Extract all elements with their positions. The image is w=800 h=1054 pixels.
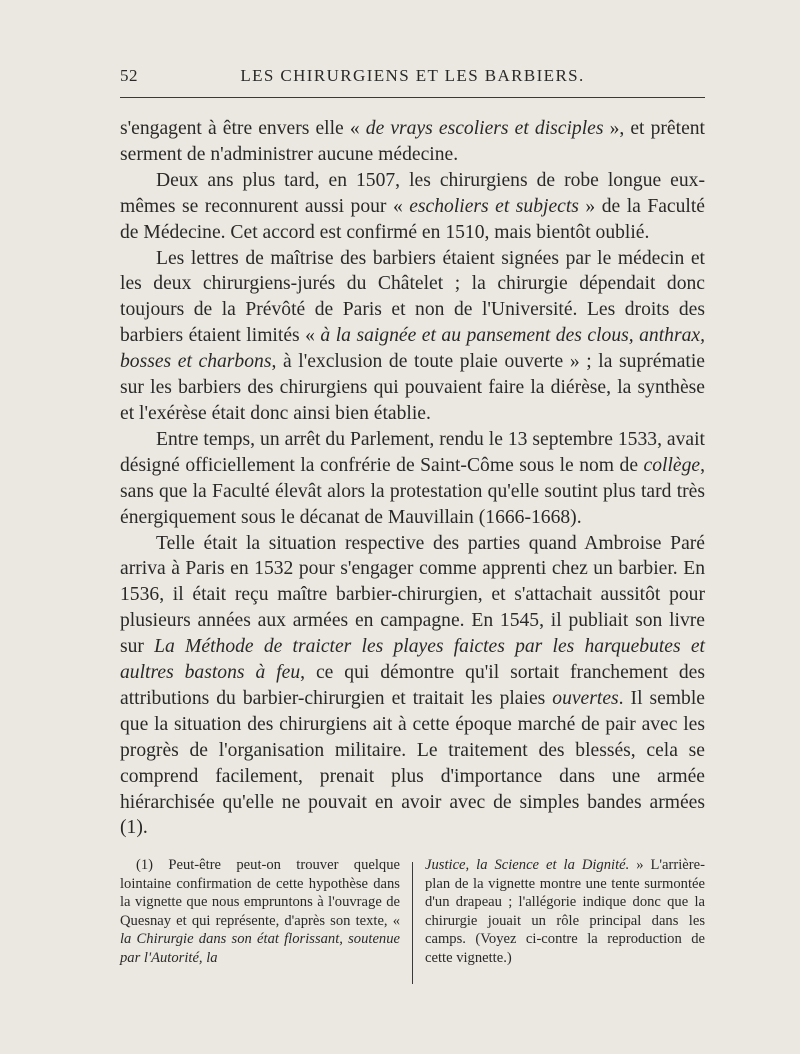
page-number: 52 (120, 66, 138, 85)
text-run: , sans que la Faculté élevât alors la protestation qu'elle soutint plus tard très énergiquement sous le décanat de Mauvillain (1666-1668). (120, 454, 705, 528)
paragraph-3 (120, 246, 705, 427)
footnote-left-column (120, 856, 400, 968)
page-header (120, 60, 705, 92)
text-run: , à l'exclusion de toute plaie ouverte » ; la suprématie sur les barbiers des chirurgiens qui pouvaient faire la diérèse, la synthèse et l'exérèse était donc ainsi bien établie. (120, 351, 705, 424)
text-run: Les lettres de maîtrise des barbiers étaient signées par le médecin et les deux chirurgiens-jurés du Châtelet ; la chirurgie dépendait donc toujours de la Prévôté de Paris et non de l'Université. Les droits des barbiers étaient limités « (120, 247, 705, 347)
italic-run: de vrays escoliers et disciples (365, 118, 604, 139)
footnote-right-column (425, 856, 705, 968)
footnote-1-continued (425, 856, 705, 968)
text-run: » de la Faculté de Médecine. Cet accord est confirmé en 1510, mais bientôt oublié. (120, 195, 705, 243)
text-run: Deux ans plus tard, en 1507, les chirurgiens de robe longue eux-mêmes se reconnurent aussi pour « (120, 169, 705, 217)
text-run: (1) Peut-être peut-on trouver quelque lointaine confirmation de cette hypothèse dans la vignette que nous empruntons à l'ouvrage de Quesnay et qui représente, d'après son texte, « (120, 857, 400, 929)
italic-run: La Méthode de traicter les playes faictes par les harquebutes et aultres bastons à feu (120, 636, 705, 684)
italic-run: Justice, la Science et la Dignité. (425, 857, 630, 873)
paragraph-1 (120, 116, 705, 168)
paragraph-4 (120, 427, 705, 531)
footnotes (120, 856, 705, 986)
text-run: » L'arrière-plan de la vignette montre une tente surmontée d'un drapeau ; l'allégorie indique donc que la chirurgie jouait un rôle principal dans les camps. (Voyez ci-contre la reproduction de cette vignette.) (425, 857, 705, 966)
main-text (120, 116, 705, 841)
running-title: LES CHIRURGIENS ET LES BARBIERS. (240, 66, 585, 85)
text-run: Telle était la situation respective des parties quand Ambroise Paré arriva à Paris en 1532 pour s'engager comme apprenti chez un barbier. En 1536, il était reçu maître barbier-chirurgien, et s'attachait aussitôt pour plusieurs années aux armées en campagne. En 1545, il publiait son livre sur (120, 532, 705, 658)
text-run: s'engagent à être envers elle « (120, 118, 366, 139)
text-run: , ce qui démontre qu'il sortait franchement des attributions du barbier-chirurgien et traitait les plaies (120, 662, 705, 709)
text-run: Entre temps, un arrêt du Parlement, rendu le 13 septembre 1533, avait désigné officiellement la confrérie de Saint-Côme sous le nom de (120, 428, 705, 476)
italic-run: escholiers et subjects (409, 195, 579, 217)
italic-run: ouvertes (552, 687, 619, 709)
header-rule (120, 97, 705, 98)
text-run: », et prêtent serment de n'administrer aucune médecine. (120, 118, 706, 165)
text-run: . Il semble que la situation des chirurgiens ait à cette époque marché de pair avec les progrès de l'organisation militaire. Le traitement des blessés, cela se comprend facilement, prenait plus d'importance dans une armée hiérarchisée qu'elle ne pouvait en avoir avec de simples bandes armées (1). (120, 687, 705, 839)
footnote-1 (120, 856, 400, 968)
paragraph-2 (120, 168, 705, 246)
italic-run: collège (643, 454, 701, 476)
italic-run: la Chirurgie dans son état florissant, soutenue par l'Autorité, la (120, 931, 400, 966)
italic-run: à la saignée et au pansement des clous, anthrax, bosses et charbons (120, 325, 705, 373)
paragraph-5 (120, 531, 705, 842)
footnote-column-divider (412, 862, 413, 984)
